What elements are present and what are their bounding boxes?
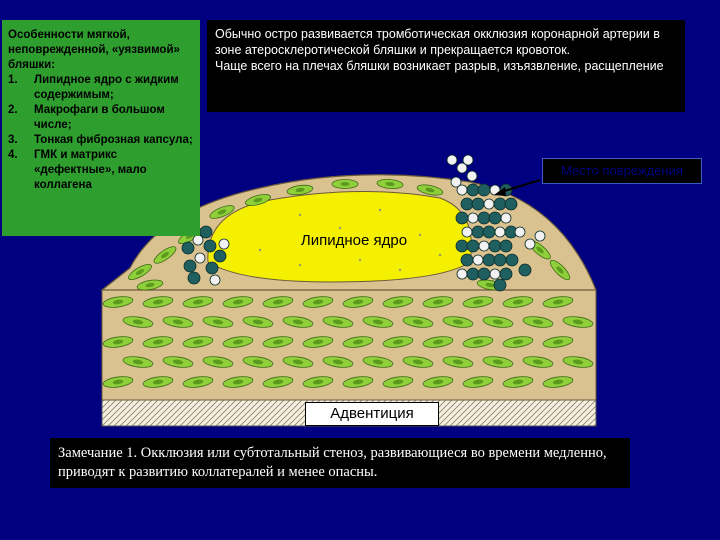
macrophage <box>467 268 479 280</box>
macrophage <box>500 268 512 280</box>
rupture-site-label: Место повреждения <box>542 158 702 184</box>
macrophage <box>505 198 517 210</box>
platelet <box>210 275 220 285</box>
features-heading: Особенности мягкой, неповрежденной, «уязвимой» бляшки: <box>8 29 180 71</box>
macrophage <box>456 240 468 252</box>
occlusion-description <box>207 20 685 112</box>
macrophage <box>500 240 512 252</box>
macrophage <box>478 184 490 196</box>
platelet <box>219 239 229 249</box>
macrophage <box>214 250 226 262</box>
macrophage <box>204 240 216 252</box>
platelet <box>525 239 535 249</box>
feature-item-4: 4. ГМК и матрикс «дефектные», мало коллагена <box>8 149 147 191</box>
note-box: Замечание 1. Окклюзия или субтотальный стеноз, развивающиеся во времени медленно, приводят к развитию коллатералей и менее опасны. <box>50 438 630 488</box>
platelet <box>468 213 478 223</box>
macrophage <box>489 212 501 224</box>
macrophage <box>467 184 479 196</box>
platelet <box>515 227 525 237</box>
lipid-core-label: Липидное ядро <box>300 232 408 249</box>
vulnerable-plaque-features <box>2 20 200 236</box>
macrophage <box>206 262 218 274</box>
macrophage <box>461 198 473 210</box>
macrophage <box>188 272 200 284</box>
macrophage <box>472 226 484 238</box>
macrophage <box>182 242 194 254</box>
platelet <box>462 227 472 237</box>
macrophage <box>200 226 212 238</box>
macrophage <box>467 240 479 252</box>
platelet <box>447 155 457 165</box>
macrophage <box>494 254 506 266</box>
feature-item-3: 3. Тонкая фиброзная капсула; <box>8 134 193 146</box>
platelet <box>501 213 511 223</box>
platelet <box>467 171 477 181</box>
macrophage <box>483 226 495 238</box>
macrophage <box>478 212 490 224</box>
macrophage <box>494 198 506 210</box>
platelet <box>535 231 545 241</box>
platelet <box>457 269 467 279</box>
adventitia-label: Адвентиция <box>305 402 439 426</box>
platelet <box>484 199 494 209</box>
macrophage <box>519 264 531 276</box>
macrophage <box>483 254 495 266</box>
platelet <box>463 155 473 165</box>
macrophage <box>461 254 473 266</box>
occlusion-text-2: Чаще всего на плечах бляшки возникает разрыв, изъязвление, расщепление <box>215 59 664 73</box>
platelet <box>473 255 483 265</box>
occlusion-text-1: Обычно остро развивается тромботическая окклюзия коронарной артерии в зоне атеросклеротической бляшки и прекращается кровоток. <box>215 27 660 57</box>
macrophage <box>506 254 518 266</box>
platelet <box>490 269 500 279</box>
feature-item-1: 1. Липидное ядро с жидким содержимым; <box>8 74 179 101</box>
macrophage <box>489 240 501 252</box>
platelet <box>195 253 205 263</box>
feature-item-2: 2. Макрофаги в большом числе; <box>8 104 165 131</box>
cell-nucleus <box>340 182 349 186</box>
macrophage <box>478 268 490 280</box>
macrophage <box>494 279 506 291</box>
platelet <box>479 241 489 251</box>
platelet <box>451 177 461 187</box>
macrophage <box>184 260 196 272</box>
platelet <box>495 227 505 237</box>
macrophage <box>472 198 484 210</box>
macrophage <box>456 212 468 224</box>
